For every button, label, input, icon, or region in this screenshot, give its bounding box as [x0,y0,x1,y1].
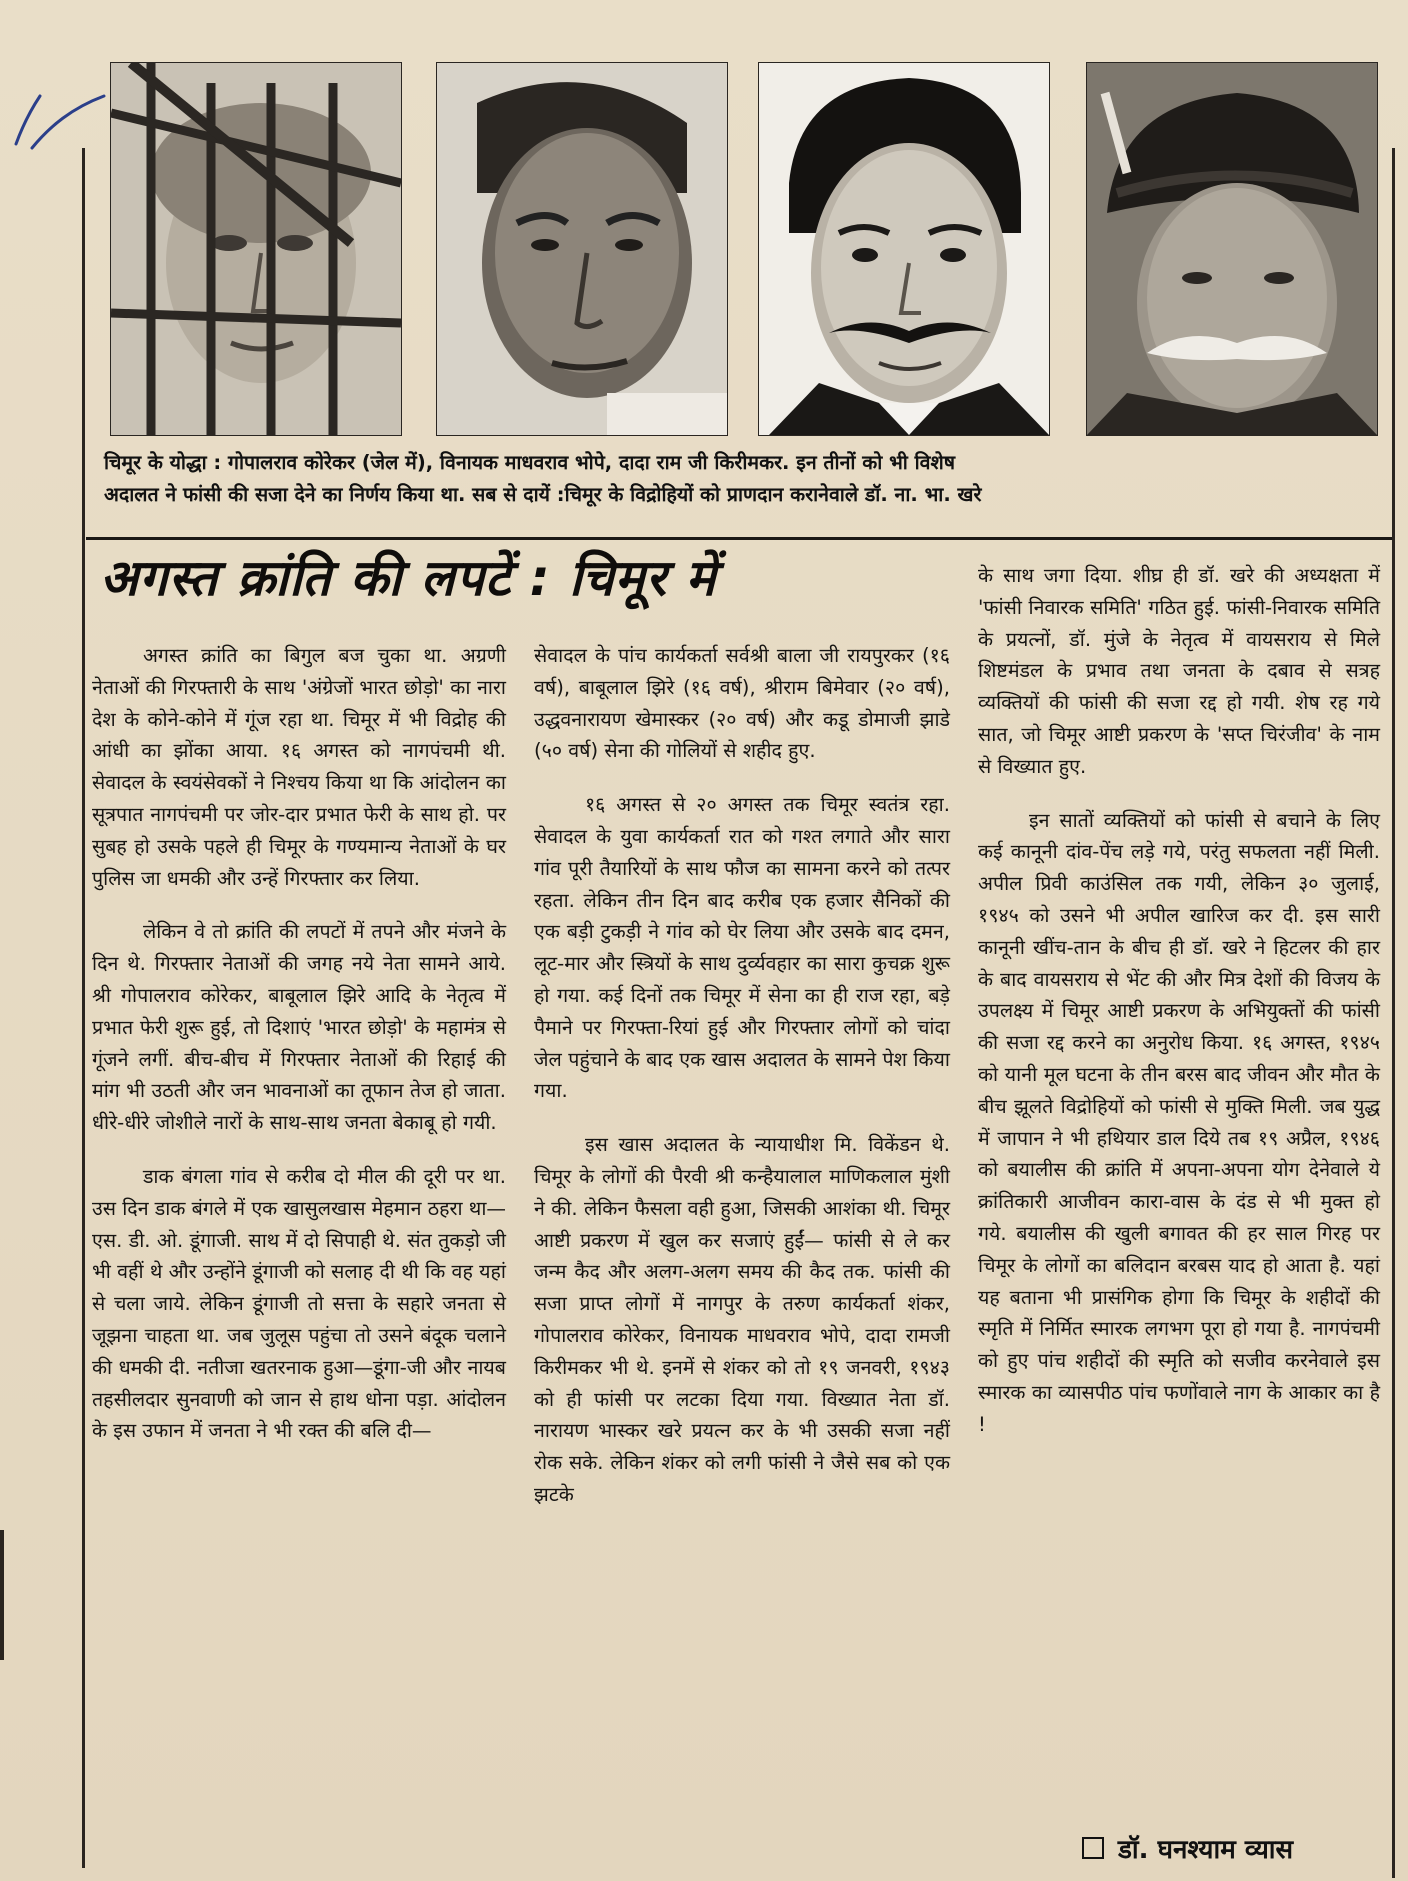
article-headline: अगस्त क्रांति की लपटें : चिमूर में [100,549,717,607]
article-column-1 [92,640,506,1447]
portrait-photo-man-2 [436,62,728,436]
side-margin-mark [0,1530,4,1660]
caption-divider [86,537,1392,540]
article-column-3 [978,560,1380,1441]
square-bullet-icon [1082,1837,1104,1859]
paragraph: १६ अगस्त से २० अगस्त तक चिमूर स्वतंत्र रहा. सेवादल के युवा कार्यकर्ता रात को गश्त लगाते और सारा गांव पूरी तैयारियों के साथ फौज का सामना करने को तत्पर रहता. लेकिन तीन दिन बाद करीब एक हजार सैनिकों की एक बड़ी टुकड़ी ने गांव को घेर लिया और उसके बाद दमन, लूट-मार और स्त्रियों के साथ दुर्व्यवहार का सारा कुचक्र शुरू हो गया. कई दिनों तक चिमूर में सेना का ही राज रहा, बड़े पैमाने पर गिरफ्ता-रियां हुई और गिरफ्तार लोगों को चांदा जेल पहुंचाने के बाद एक खास अदालत के सामने पेश किया गया. [534,793,950,1103]
article-column-2 [534,640,950,1511]
paragraph: अगस्त क्रांति का बिगुल बज चुका था. अग्रणी नेताओं की गिरफ्तारी के साथ 'अंग्रेजों भारत छोड़ो' का नारा देश के कोने-कोने में गूंज रहा था. चिमूर में भी विद्रोह की आंधी का झोंका आया. १६ अगस्त को नागपंचमी थी. सेवादल के स्वयंसेवकों ने निश्चय किया था कि आंदोलन का सूत्रपात नागपंचमी पर जोर-दार प्रभात फेरी के साथ हो. पर सुबह हो उसके पहले ही चिमूर के गण्यमान्य नेताओं के घर पुलिस जा धमकी और उन्हें गिरफ्तार कर लिया. [92,644,506,890]
frame-right-rule [1392,148,1395,1878]
photo-caption-line-1: चिमूर के योद्धा : गोपालराव कोरेकर (जेल में), विनायक माधवराव भोपे, दादा राम जी किरीमकर. इन तीनों को भी विशेष [104,451,956,474]
portrait-photo-elderly-man-turban [1086,62,1378,436]
paragraph: इस खास अदालत के न्यायाधीश मि. विकेंडन थे. चिमूर के लोगों की पैरवी श्री कन्हैयालाल माणिकलाल मुंशी ने की. लेकिन फैसला वही हुआ, जिसकी आशंका थी. चिमूर आष्टी प्रकरण में खुल कर सजाएं हुईं— फांसी से ले कर जन्म कैद और अलग-अलग समय की कैद तक. फांसी की सजा प्राप्त लोगों में नागपुर के तरुण कार्यकर्ता शंकर, गोपालराव कोरेकर, विनायक माधवराव भोपे, दादा रामजी किरीमकर भी थे. इनमें से शंकर को तो १९ जनवरी, १९४३ को ही फांसी पर लटका दिया गया. विख्यात नेता डॉ. नारायण भास्कर खरे प्रयत्न कर के भी उसकी सजा नहीं रोक सके. लेकिन शंकर को लगी फांसी ने जैसे सब को एक झटके [534,1133,950,1506]
paragraph: के साथ जगा दिया. शीघ्र ही डॉ. खरे की अध्यक्षता में 'फांसी निवारक समिति' गठित हुई. फांसी-निवारक समिति के प्रयत्नों, डॉ. मुंजे के नेतृत्व में वायसराय से मिले शिष्टमंडल के प्रभाव तथा जनता के दबाव से सत्रह व्यक्तियों की फांसी की सजा रद्द हो गयी. शेष रह गये सात, जो चिमूर आष्टी प्रकरण के 'सप्त चिरंजीव' के नाम से विख्यात हुए. [978,564,1380,778]
author-name: डॉ. घनश्याम व्यास [1118,1835,1294,1865]
paragraph: डाक बंगला गांव से करीब दो मील की दूरी पर था. उस दिन डाक बंगले में एक खासुलखास मेहमान ठहरा था— एस. डी. ओ. डूंगाजी. साथ में दो सिपाही थे. संत तुकड़ो जी भी वहीं थे और उन्होंने डूंगाजी को सलाह दी थी कि वह यहां से चला जाये. लेकिन डूंगाजी तो सत्ता के सहारे जनता से जूझना चाहता था. जब जुलूस पहुंचा तो उसने बंदूक चलाने की धमकी दी. नतीजा खतरनाक हुआ—डूंगा-जी और नायब तहसीलदार सुनवाणी को जान से हाथ धोना पड़ा. आंदोलन के इस उफान में जनता ने भी रक्त की बलि दी— [92,1164,506,1443]
portrait-photo-behind-bars [110,62,402,436]
paragraph: इन सातों व्यक्तियों को फांसी से बचाने के लिए कई कानूनी दांव-पेंच लड़े गये, परंतु सफलता नहीं मिली. अपील प्रिवी काउंसिल तक गयी, लेकिन ३० जुलाई, १९४५ को उसने भी अपील खारिज कर दी. इस सारी कानूनी खींच-तान के बीच ही डॉ. खरे ने हिटलर की हार के बाद वायसराय से भेंट की और मित्र देशों की विजय के उपलक्ष्य में चिमूर आष्टी प्रकरण के अभियुक्तों की फांसी की सजा रद्द करने का अनुरोध किया. १६ अगस्त, १९४५ को यानी मूल घटना के तीन बरस बाद जीवन और मौत के बीच झूलते विद्रोहियों को फांसी से मुक्ति मिली. जब युद्ध में जापान ने भी हथियार डाल दिये तब १९ अप्रैल, १९४६ को बयालीस की क्रांति में अपना-अपना योग देनेवाले ये क्रांतिकारी आजीवन कारा-वास के दंड से भी मुक्त हो गये. बयालीस की खुली बगावत की हर साल गिरह पर चिमूर के लोगों का बलिदान बरबस याद हो आता है. यहां यह बताना भी प्रासंगिक होगा कि चिमूर के शहीदों की स्मृति में निर्मित स्मारक लगभग पूरा हो गया है. नागपंचमी को हुए पांच शहीदों की स्मृति को सजीव करनेवाले इस स्मारक का व्यासपीठ पांच फणोंवाले नाग के आकार का है ! [978,808,1380,1436]
portrait-photo-moustached-man [758,62,1050,436]
author-byline [1082,1832,1293,1868]
frame-left-rule [82,148,85,1868]
photo-caption-line-2: अदालत ने फांसी की सजा देने का निर्णय किया था. सब से दायें :चिमूर के विद्रोहियों को प्राणदान करानेवाले डॉ. ना. भा. खरे [104,483,982,506]
photo-caption [104,447,1384,511]
paragraph: लेकिन वे तो क्रांति की लपटों में तपने और मंजने के दिन थे. गिरफ्तार नेताओं की जगह नये नेता सामने आये. श्री गोपालराव कोरेकर, बाबूलाल झिरे आदि के नेतृत्व में प्रभात फेरी शुरू हुई, तो दिशाएं 'भारत छोड़ो' के महामंत्र से गूंजने लगीं. बीच-बीच में गिरफ्तार नेताओं की रिहाई की मांग भी उठती और जन भावनाओं का तूफान तेज हो जाता. धीरे-धीरे जोशीले नारों के साथ-साथ जनता बेकाबू हो गयी. [92,920,506,1135]
paragraph: सेवादल के पांच कार्यकर्ता सर्वश्री बाला जी रायपुरकर (१६ वर्ष), बाबूलाल झिरे (१६ वर्ष), श्रीराम बिमेवार (२० वर्ष), उद्धवनारायण खेमास्कर (२० वर्ष) और कडू डोमाजी झाडे (५० वर्ष) सेना की गोलियों से शहीद हुए. [534,644,950,763]
pen-mark [10,86,110,156]
